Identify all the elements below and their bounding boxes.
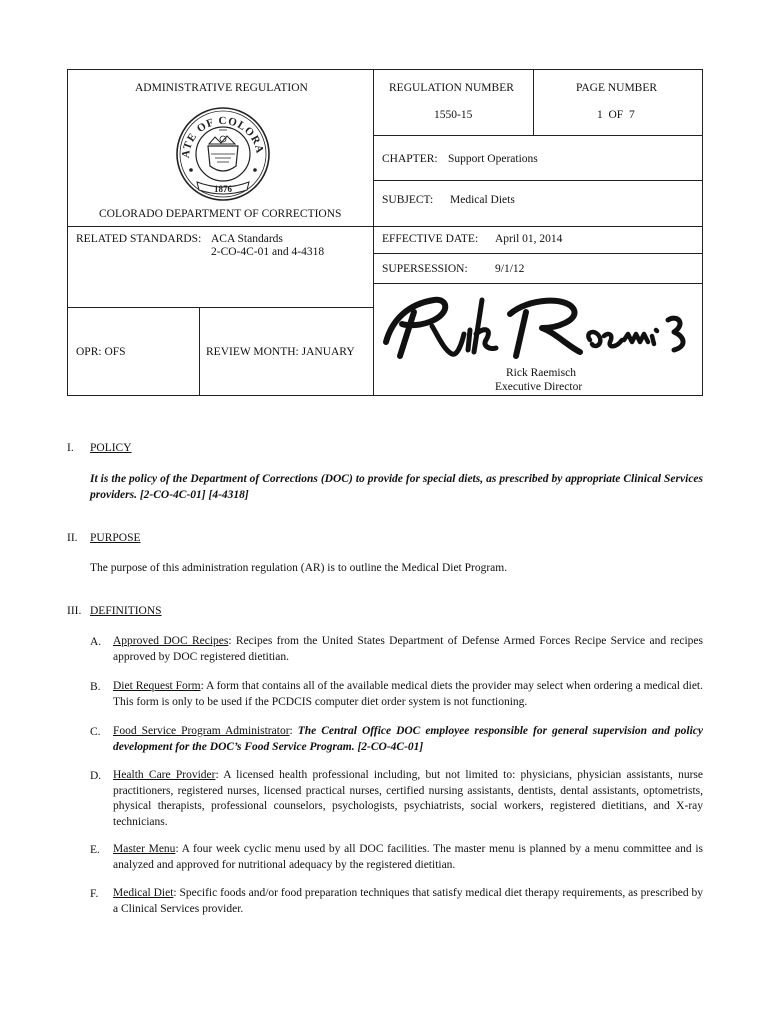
signer-title: Executive Director (495, 381, 583, 393)
definition-text: : A four week cyclic menu used by all DOC facilities. The master menu is planned by a menu committee and is analyzed and approved for nutritional adequacy by the registered dietitian. (113, 843, 703, 871)
definition-letter: B. (90, 681, 101, 693)
header-divider-opr (199, 307, 200, 396)
definition-term: Master Menu (113, 843, 176, 855)
page-number: 1 OF 7 (597, 109, 635, 121)
policy-heading: POLICY (90, 442, 132, 454)
header-line (373, 135, 703, 136)
definition-text: : (289, 725, 298, 737)
header-divider-main (373, 69, 374, 396)
related-standards-1: ACA Standards (211, 233, 283, 245)
purpose-text: The purpose of this administration regulation (AR) is to outline the Medical Diet Program. (90, 562, 508, 574)
policy-text: It is the policy of the Department of Corrections (DOC) to provide for special diets, as prescribed by appropriate Clinical Services providers. [2-CO-4C-01] [4-4318] (90, 473, 703, 501)
definition-term: Health Care Provider (113, 769, 216, 781)
page-number-label: PAGE NUMBER (576, 82, 658, 94)
supersession-value: 9/1/12 (495, 263, 525, 275)
header-line (373, 283, 703, 284)
purpose-numeral: II. (67, 532, 78, 544)
colorado-seal (175, 106, 271, 202)
definitions-heading: DEFINITIONS (90, 605, 162, 617)
definition-text: : Specific foods and/or food preparation techniques that satisfy medical diet therapy requirements, as prescribed by a Clinical Services provider. (113, 887, 703, 915)
effective-date-label: EFFECTIVE DATE: (382, 233, 479, 245)
header-line (67, 226, 703, 227)
header-line (373, 180, 703, 181)
definition-letter: D. (90, 770, 102, 782)
definition-item (113, 679, 703, 710)
svg-text:STATE OF COLORADO: ATE OF COLORA (179, 115, 266, 159)
definition-item (113, 768, 703, 830)
signer-name: Rick Raemisch (506, 367, 576, 379)
department-name: COLORADO DEPARTMENT OF CORRECTIONS (99, 208, 342, 220)
definition-letter: A. (90, 636, 102, 648)
definition-item (113, 724, 703, 755)
definition-letter: F. (90, 888, 99, 900)
definition-item (113, 842, 703, 873)
subject-label: SUBJECT: (382, 194, 434, 206)
chapter-value: Support Operations (448, 153, 538, 165)
definition-letter: C. (90, 726, 101, 738)
related-standards-2: 2-CO-4C-01 and 4-4318 (211, 246, 325, 258)
definition-letter: E. (90, 844, 100, 856)
signature (378, 290, 700, 370)
admin-regulation-title: ADMINISTRATIVE REGULATION (135, 82, 308, 94)
opr-label: OPR: OFS (76, 346, 126, 358)
purpose-heading: PURPOSE (90, 532, 141, 544)
definition-term: Approved DOC Recipes (113, 635, 229, 647)
header-divider-page (533, 69, 534, 135)
effective-date: April 01, 2014 (495, 233, 563, 245)
regulation-number-label: REGULATION NUMBER (389, 82, 514, 94)
seal-year: 1876 (214, 184, 232, 194)
supersession-label: SUPERSESSION: (382, 263, 468, 275)
related-standards-label: RELATED STANDARDS: (76, 233, 202, 245)
header-line (67, 307, 373, 308)
definition-text: : A licensed health professional including, but not limited to: physicians, physician assistants, nurse practitioners, registered nurses, licensed practical nurses, certified nursing assistants, dentists, dental assistants, optometrists, physical therapists, professional counselors, psychologists, psychiatrists, social workers, registered dietitians, and X-ray technicians. (113, 769, 704, 828)
regulation-number: 1550-15 (434, 109, 473, 121)
definition-bold-text: The Central Office DOC employee responsible for general supervision and policy development for the DOC’s Food Service Program. [2-CO-4C-01] (113, 725, 703, 753)
definition-term: Diet Request Form (113, 680, 201, 692)
review-month: REVIEW MONTH: JANUARY (206, 346, 355, 358)
definition-item (113, 886, 703, 917)
definitions-numeral: III. (67, 605, 82, 617)
header-line (373, 253, 703, 254)
definition-item (113, 634, 703, 665)
subject-value: Medical Diets (450, 194, 515, 206)
definition-term: Medical Diet (113, 887, 174, 899)
definition-text: : Recipes from the United States Department of Defense Armed Forces Recipe Service and recipes approved by DOC registered dietitian. (113, 635, 703, 663)
chapter-label: CHAPTER: (382, 153, 438, 165)
policy-numeral: I. (67, 442, 74, 454)
definition-text: : A form that contains all of the available medical diets the provider may select when ordering a medical diet. This form is only to be used if the PCDCIS computer diet order system is not functioning. (113, 680, 703, 708)
definition-term: Food Service Program Administrator (113, 725, 290, 737)
